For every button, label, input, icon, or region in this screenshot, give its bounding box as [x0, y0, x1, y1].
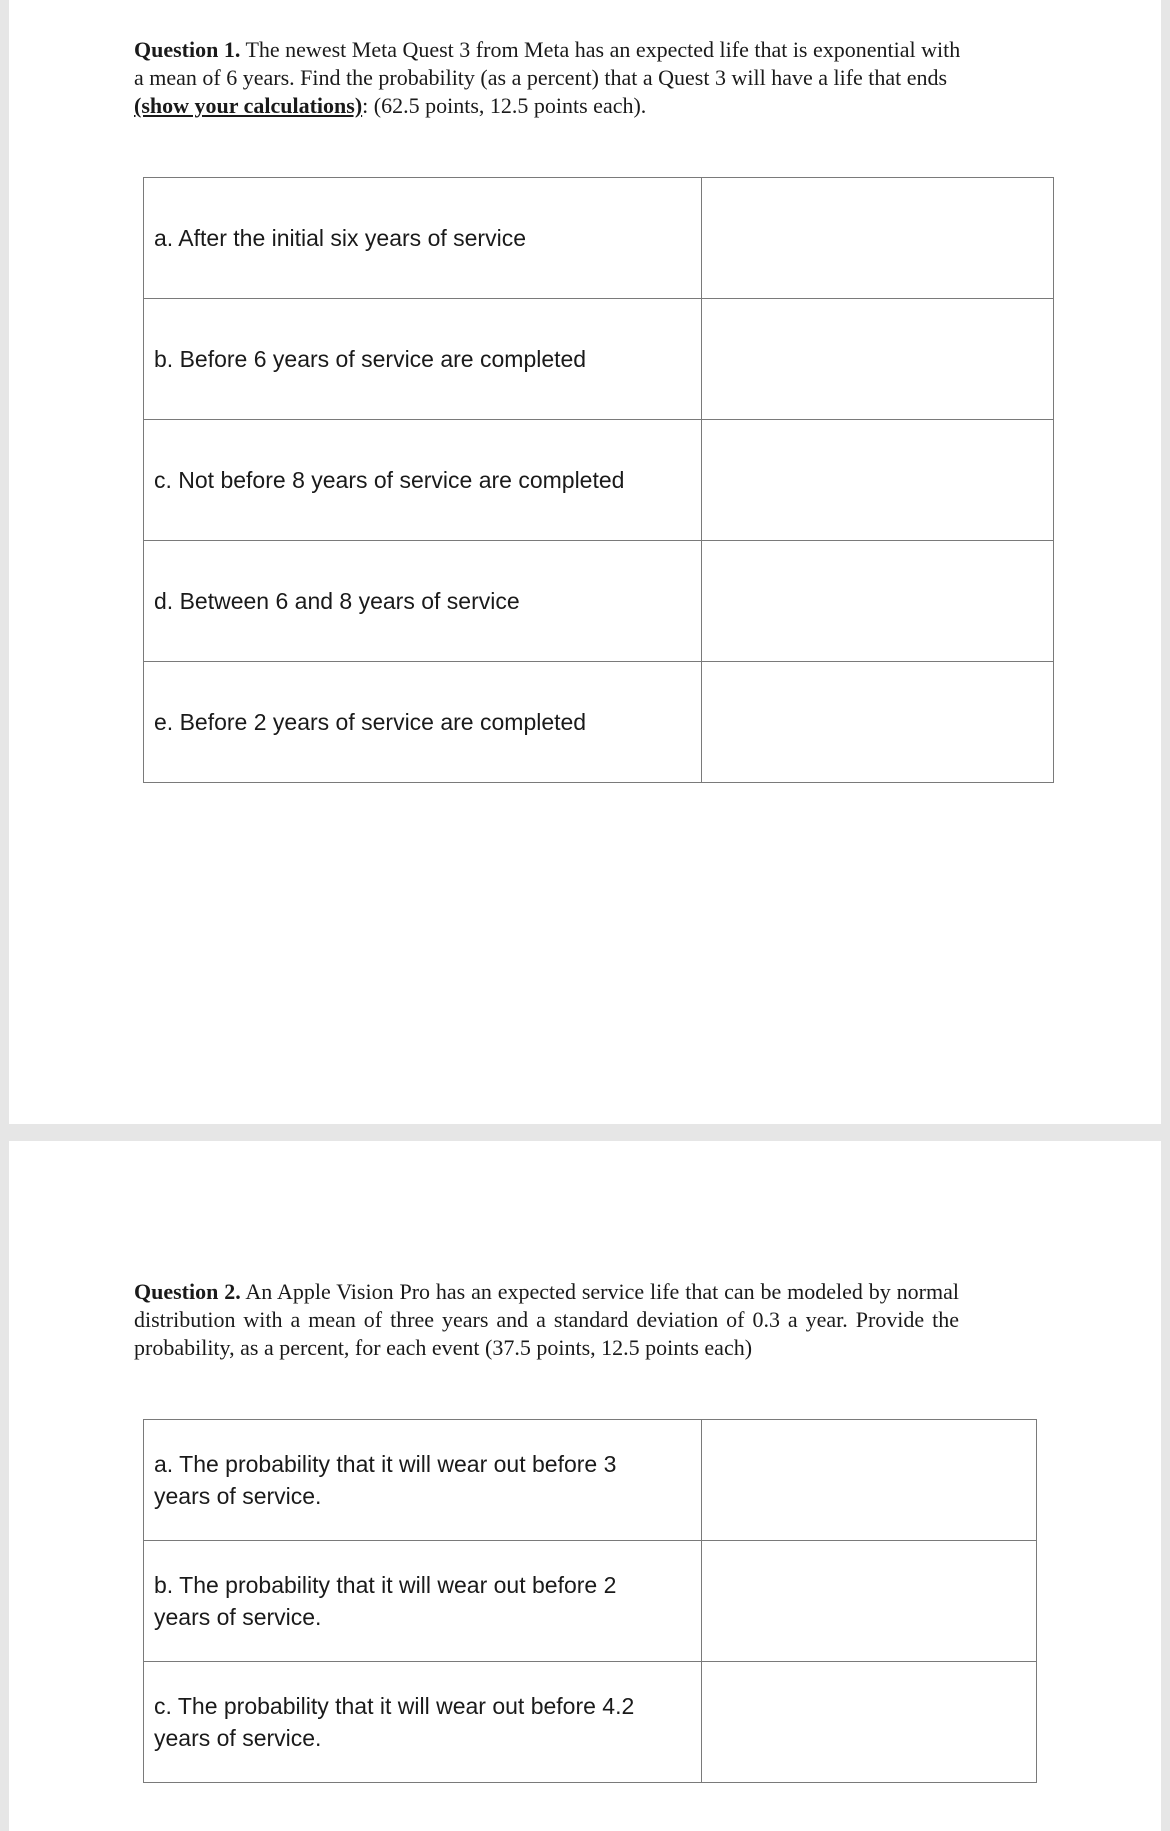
row-label: d. Between 6 and 8 years of service	[144, 541, 702, 662]
row-label-text: a. The probability that it will wear out before 3 years of service.	[154, 1451, 617, 1509]
question-1-number: Question 1.	[134, 37, 241, 62]
question-2-table	[143, 1419, 1037, 1783]
row-label-text: c. The probability that it will wear out before 4.2 years of service.	[154, 1693, 635, 1751]
table-row	[144, 420, 1054, 541]
table-row	[144, 662, 1054, 783]
table-row	[144, 1420, 1037, 1541]
row-label: a. After the initial six years of service	[144, 178, 702, 299]
row-label: b. Before 6 years of service are completed	[144, 299, 702, 420]
table-row	[144, 541, 1054, 662]
question-1-points: : (62.5 points, 12.5 points each).	[362, 93, 647, 118]
answer-cell[interactable]	[702, 1662, 1037, 1783]
question-1-table	[143, 177, 1054, 783]
row-label	[144, 1662, 702, 1783]
answer-cell[interactable]	[702, 541, 1054, 662]
row-label	[144, 1420, 702, 1541]
table-row	[144, 299, 1054, 420]
answer-cell[interactable]	[702, 1541, 1037, 1662]
row-label: e. Before 2 years of service are completed	[144, 662, 702, 783]
answer-cell[interactable]	[702, 420, 1054, 541]
question-1-prompt	[134, 36, 964, 120]
question-2-number: Question 2.	[134, 1279, 241, 1304]
answer-cell[interactable]	[702, 662, 1054, 783]
answer-cell[interactable]	[702, 178, 1054, 299]
question-2-text: An Apple Vision Pro has an expected service life that can be modeled by normal distribution with a mean of three years and a standard deviation of 0.3 a year. Provide the probability, as a percent, for each event (37.5 points, 12.5 points each)	[134, 1279, 959, 1360]
answer-cell[interactable]	[702, 1420, 1037, 1541]
question-1-emphasis: (show your calculations)	[134, 93, 363, 118]
table-row	[144, 1662, 1037, 1783]
row-label: c. Not before 8 years of service are completed	[144, 420, 702, 541]
answer-cell[interactable]	[702, 299, 1054, 420]
question-1-text: The newest Meta Quest 3 from Meta has an expected life that is exponential with a mean of 6 years. Find the probability (as a percent) that a Quest 3 will have a life that ends	[134, 37, 961, 90]
row-label-text: b. The probability that it will wear out before 2 years of service.	[154, 1572, 617, 1630]
table-row	[144, 178, 1054, 299]
table-row	[144, 1541, 1037, 1662]
row-label	[144, 1541, 702, 1662]
question-2-prompt	[134, 1278, 959, 1362]
